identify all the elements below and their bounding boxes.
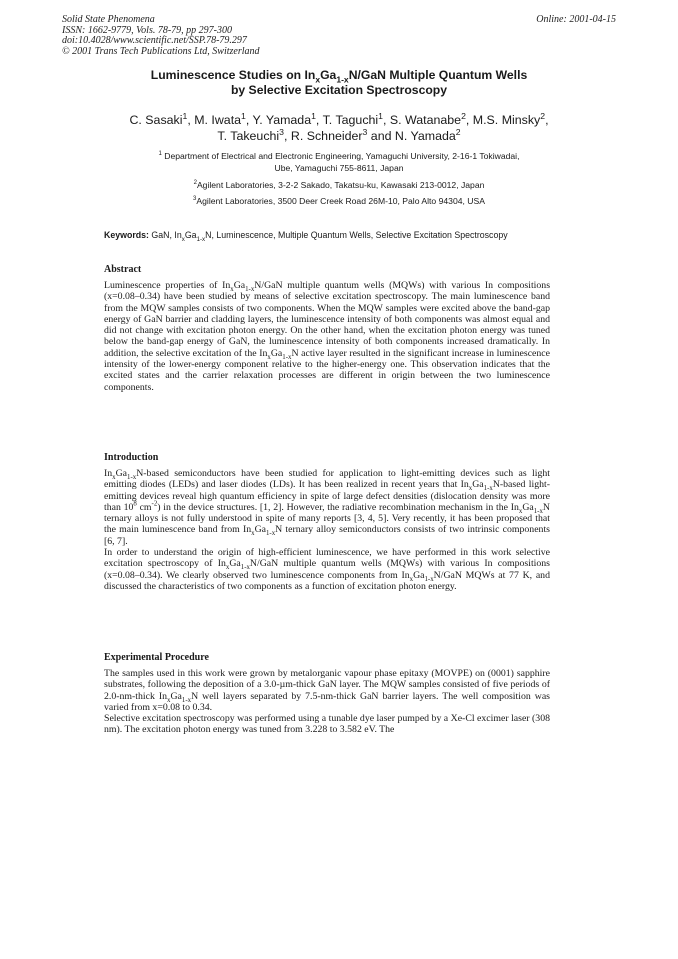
author: M.S. Minsky$^2$, — [472, 110, 549, 127]
author-line-1 — [62, 112, 616, 128]
author: C. Sasaki$^1$, — [129, 110, 195, 127]
online-date: Online: 2001-04-15 — [536, 14, 616, 25]
journal-name: Solid State Phenomena — [62, 14, 155, 25]
introduction-heading: Introduction — [104, 452, 159, 463]
keywords: Keywords: GaN, $In_xGa_{1-x}N$, Luminescence, Multiple Quantum Wells, Selective Excitation Spectroscopy — [104, 230, 508, 243]
author: N. Yamada$^2$ — [394, 126, 461, 143]
author: S. Watanabe$^2$, — [389, 110, 473, 127]
author-list — [62, 112, 616, 144]
author: M. Iwata$^1$, — [194, 110, 253, 127]
experimental-text: The samples used in this work were grown by metalorganic vapour phase epitaxy (MOVPE) on (0001) sapphire substrates, following the deposition of a 3.0-µm-thick GaN layer. The MQW samples consisted of five periods of 2.0-nm-thick $In_xGa_{1-x}N$ well layers separated by 7.5-nm-thick GaN barrier layers. The well composition was varied from x=0.08 to 0.34. Selective excitation spectroscopy was performed using a tunable dye laser pumped by a Xe-Cl excimer laser (308 nm). The excitation photon energy was tuned from 3.228 to 3.582 eV. The — [104, 668, 550, 736]
author: T. Takeuchi$^3$, — [217, 126, 291, 143]
issn-line: ISSN: 1662-9779, Vols. 78-79, pp 297-300 — [62, 24, 232, 36]
paper-title — [62, 68, 616, 98]
journal-header — [62, 15, 616, 57]
author: T. Taguchi$^1$, — [322, 110, 390, 127]
author: R. Schneider$^3$ and — [290, 126, 395, 143]
affiliation-3: $^3$Agilent Laboratories, 3500 Deer Creek Road 26M-10, Palo Alto 94304, USA — [193, 196, 485, 206]
author-line-2 — [62, 128, 616, 144]
title-line-1: Luminescence Studies on $In_xGa_{1-x}N$/GaN Multiple Quantum Wells — [150, 68, 528, 85]
author: Y. Yamada$^1$, — [252, 110, 323, 127]
abstract-text: Luminescence properties of $In_xGa_{1-x}N$/GaN multiple quantum wells (MQWs) with various In compositions (x=0.08–0.34) have been studied by means of selective excitation spectroscopy. The main luminescence band from the MQW samples consists of two components. When the MQW samples were excited above the band-gap energy of GaN barrier and cladding layers, the luminescence intensity of both components was almost equal and did not change with excitation photon energy. On the other hand, when the excitation photon energy was tuned below the band-gap energy of GaN, the luminescence intensity of both components increased dramatically. In addition, the selective excitation of the $In_xGa_{1-x}N$ active layer resulted in the significant increase in luminescence intensity of the lower-energy component relative to the higher-energy one. This observation indicates that the excited states and the carrier relaxation processes are different in origin between the two luminescence components. — [104, 280, 551, 393]
doi-line[interactable]: doi:10.4028/www.scientific.net/SSP.78-79.297 — [62, 35, 247, 47]
introduction-text: $In_xGa_{1-x}N$-based semiconductors have been studied for application to light-emitting devices such as light emitting diodes (LEDs) and laser diodes (LDs). It has been realized in recent years that $In_xGa_{1-x}N$-based light-emitting devices reveal high quantum efficiency in spite of large defect densities (dislocation density was more than $10^8$ $cm^{-2}$) in the device structures. [1, 2]. However, the radiative recombination mechanism in the $In_xGa_{1-x}N$ ternary alloys is not fully understood in spite of many reports [3, 4, 5]. Very recently, it has been proposed that the main luminescence band from $In_xGa_{1-x}N$ ternary alloy semiconductors consists of two intrinsic components [6, 7]. In order to understand the origin of high-efficient luminescence, we have performed in this work selective excitation spectroscopy of $In_xGa_{1-x}N$/GaN multiple quantum wells (MQWs) with various In compositions (x=0.08–0.34). We clearly observed two luminescence components from $In_xGa_{1-x}N$/GaN MQWs at 77 K, and discussed the characteristics of two components as a function of excitation photon energy. — [104, 468, 550, 592]
affiliation-1: $^1$ Department of Electrical and Electronic Engineering, Yamaguchi University, 2-16-1 Tokiwadai, Ube, Yamaguchi 755-8611, Japan — [158, 151, 520, 173]
copyright-line: © 2001 Trans Tech Publications Ltd, Switzerland — [62, 45, 260, 57]
affiliation-2: $^2$Agilent Laboratories, 3-2-2 Sakado, Takatsu-ku, Kawasaki 213-0012, Japan — [193, 180, 485, 190]
abstract-heading: Abstract — [104, 264, 142, 275]
experimental-heading: Experimental Procedure — [104, 652, 209, 663]
keywords-label: Keywords: — [104, 230, 149, 240]
title-line-2: by Selective Excitation Spectroscopy — [230, 83, 448, 97]
